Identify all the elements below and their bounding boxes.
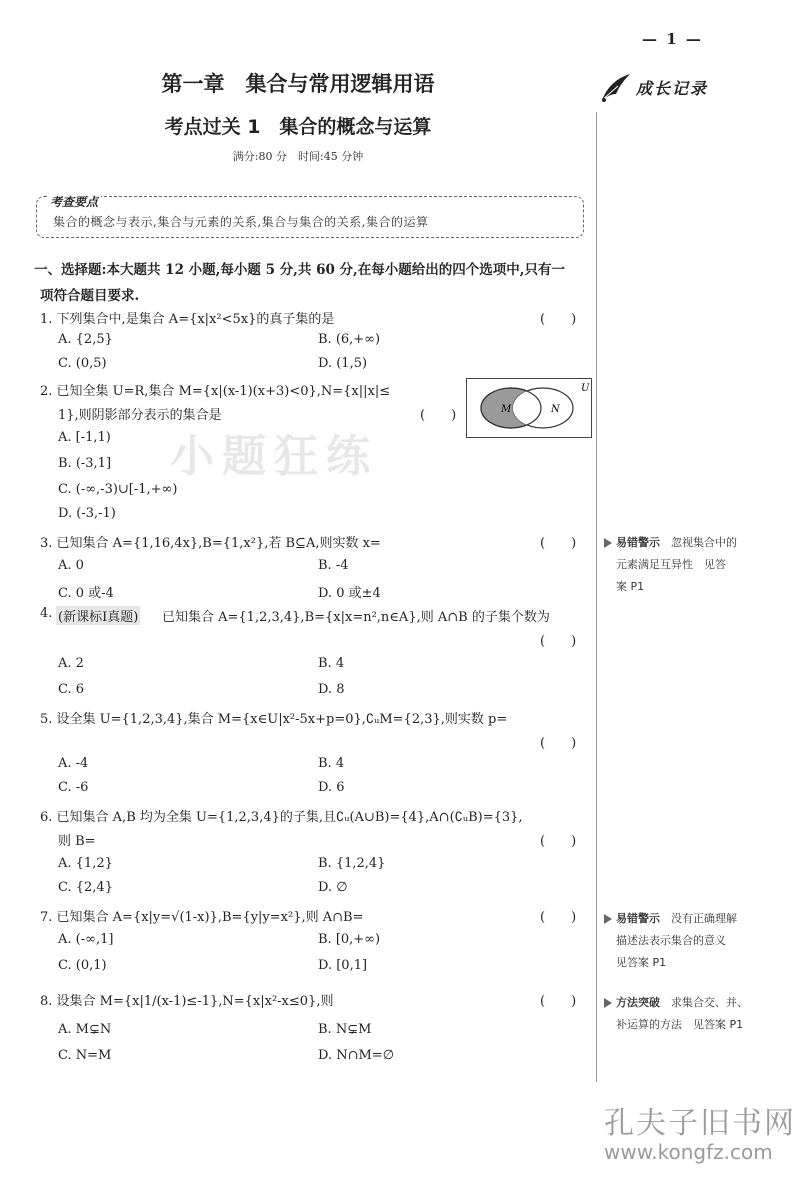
page-number: — 1 — — [642, 30, 703, 48]
q7-option-c: C. (0,1) — [58, 958, 107, 973]
brand-logo — [596, 70, 736, 104]
watermark-name: 孔夫子旧书网 — [604, 1106, 796, 1141]
q1-stem: 1. 下列集合中,是集合 A={x|x²<5x}的真子集的是 — [40, 312, 335, 327]
key-points-body: 集合的概念与表示,集合与元素的关系,集合与集合的关系,集合的运算 — [53, 215, 429, 229]
note-2-line-2: 描述法表示集合的意义 — [616, 934, 726, 947]
q3-option-a: A. 0 — [58, 558, 84, 573]
note-2-head: 易错警示 — [616, 912, 660, 925]
note-2-line-1: 没有正确理解 — [671, 912, 737, 925]
q3-option-d: D. 0 或±4 — [318, 586, 381, 601]
note-1-line-3: 案 P1 — [616, 580, 645, 593]
note-3-line-2: 补运算的方法 见答案 P1 — [616, 1018, 744, 1031]
q4-stem: 已知集合 A={1,2,3,4},B={x|x=n²,n∈A},则 A∩B 的子集个数为 — [162, 610, 550, 625]
q1-option-b: B. (6,+∞) — [318, 332, 381, 347]
q4-option-c: C. 6 — [58, 682, 85, 697]
faint-overlay-text: 小题狂练 — [170, 431, 378, 482]
section-title: 考点过关 1 集合的概念与运算 — [164, 116, 432, 138]
q2-option-d: D. (-3,-1) — [58, 506, 116, 521]
q7-option-d: D. [0,1] — [318, 958, 368, 973]
q7-answer-paren: ( ) — [540, 910, 577, 925]
venn-diagram — [466, 378, 592, 438]
margin-divider — [596, 112, 597, 1082]
venn-label-m: M — [501, 404, 512, 415]
q2-option-c: C. (-∞,-3)∪[-1,+∞) — [58, 482, 178, 497]
q6-option-c: C. {2,4} — [58, 880, 113, 895]
q6-option-d: D. ∅ — [318, 880, 348, 895]
note-2-line-3: 见答案 P1 — [616, 956, 667, 969]
note-1-line-1: 忽视集合中的 — [671, 536, 737, 549]
q2-option-a: A. [-1,1) — [58, 430, 111, 445]
sidebar-note-3 — [604, 994, 748, 1032]
brand-label: 成长记录 — [636, 79, 709, 98]
note-1-line-2: 元素满足互异性 见答 — [616, 558, 726, 571]
q1-option-a: A. {2,5} — [58, 332, 113, 347]
q4-source-tag: (新课标Ⅰ真题) — [56, 606, 140, 625]
q5-option-a: A. -4 — [58, 756, 89, 771]
q7-option-a: A. (-∞,1] — [58, 932, 114, 947]
q8-stem: 8. 设集合 M={x|1/(x-1)≤-1},N={x|x²-x≤0},则 — [40, 994, 334, 1009]
q2-answer-paren: ( ) — [420, 408, 457, 423]
q5-option-d: D. 6 — [318, 780, 345, 795]
note-1-head: 易错警示 — [616, 536, 660, 549]
q6-option-a: A. {1,2} — [58, 856, 113, 871]
q5-option-c: C. -6 — [58, 780, 89, 795]
key-points-box — [36, 196, 584, 238]
q8-option-a: A. M⊊N — [58, 1022, 112, 1037]
q5-option-b: B. 4 — [318, 756, 345, 771]
q7-stem: 7. 已知集合 A={x|y=√(1-x)},B={y|y=x²},则 A∩B= — [40, 910, 364, 925]
q8-option-c: C. N=M — [58, 1048, 112, 1063]
q4-number: 4. — [40, 606, 53, 621]
q6-stem-line-1: 6. 已知集合 A,B 均为全集 U={1,2,3,4}的子集,且∁ᵤ(A∪B)={4},A∩(∁ᵤB)={3}, — [40, 810, 523, 825]
note-3-head: 方法突破 — [616, 996, 660, 1009]
score-info: 满分:80 分 时间:45 分钟 — [232, 150, 364, 163]
venn-label-n: N — [551, 404, 560, 415]
sidebar-note-1 — [604, 534, 737, 594]
q1-option-c: C. (0,5) — [58, 356, 107, 371]
key-points-title: 考查要点 — [47, 193, 101, 210]
q2-stem-line-1: 2. 已知全集 U=R,集合 M={x|(x-1)(x+3)<0},N={x||x|≤ — [40, 384, 391, 399]
q1-answer-paren: ( ) — [540, 312, 577, 327]
watermark-url: www.kongfz.com — [604, 1140, 773, 1164]
q6-answer-paren: ( ) — [540, 834, 577, 849]
q8-option-d: D. N∩M=∅ — [318, 1048, 395, 1063]
q3-stem: 3. 已知集合 A={1,16,4x},B={1,x²},若 B⊆A,则实数 x= — [40, 536, 381, 551]
q7-option-b: B. [0,+∞) — [318, 932, 381, 947]
note-3-line-1: 求集合交、并、 — [671, 996, 748, 1009]
q6-option-b: B. {1,2,4} — [318, 856, 386, 871]
q3-answer-paren: ( ) — [540, 536, 577, 551]
q6-stem-line-2: 则 B= — [58, 834, 96, 849]
q8-answer-paren: ( ) — [540, 994, 577, 1009]
q4-option-d: D. 8 — [318, 682, 345, 697]
q8-option-b: B. N⊊M — [318, 1022, 372, 1037]
q1-option-d: D. (1,5) — [318, 356, 368, 371]
venn-diagram-svg — [467, 379, 591, 437]
q2-option-b: B. (-3,1] — [58, 456, 112, 471]
feather-pen-icon — [596, 70, 636, 104]
q4-option-a: A. 2 — [58, 656, 84, 671]
q3-option-c: C. 0 或-4 — [58, 586, 114, 601]
instruction-line-1: 一、选择题:本大题共 12 小题,每小题 5 分,共 60 分,在每小题给出的四个选项中,只有一 — [34, 262, 565, 278]
venn-label-u: U — [581, 383, 590, 394]
chapter-title: 第一章 集合与常用逻辑用语 — [161, 72, 435, 96]
instruction-line-2: 项符合题目要求. — [40, 288, 140, 304]
q4-answer-paren: ( ) — [540, 634, 577, 649]
q3-option-b: B. -4 — [318, 558, 349, 573]
sidebar-note-2 — [604, 910, 737, 970]
q2-stem-line-2: 1},则阴影部分表示的集合是 — [58, 408, 222, 423]
triangle-bullet-icon — [604, 998, 612, 1008]
triangle-bullet-icon — [604, 538, 612, 548]
triangle-bullet-icon — [604, 914, 612, 924]
q4-option-b: B. 4 — [318, 656, 345, 671]
q5-answer-paren: ( ) — [540, 736, 577, 751]
q5-stem: 5. 设全集 U={1,2,3,4},集合 M={x∈U|x²-5x+p=0},∁ᵤM={2,3},则实数 p= — [40, 712, 508, 727]
